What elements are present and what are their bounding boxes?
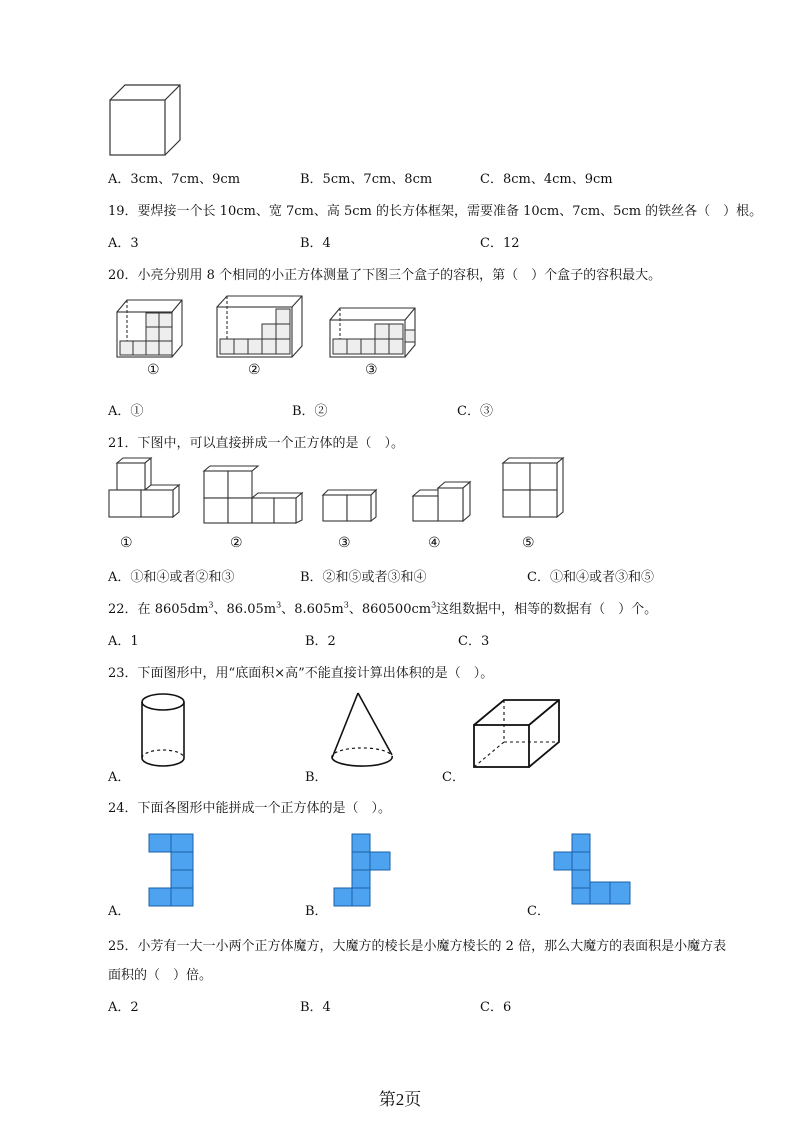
q21-label-4: ④: [428, 535, 441, 551]
q18-option-a[interactable]: A．3cm、7cm、9cm: [108, 172, 241, 187]
q22-question: 22．在 $8605dm^3$、$86.05m^3$、$8.605m^3$、$860500cm^3$这组数据中，相等的数据有（ ）个。: [108, 600, 658, 617]
q21-shape-5-figure: [500, 455, 565, 525]
q20-label-1: ①: [147, 362, 160, 378]
q24-option-a[interactable]: A．: [108, 904, 131, 919]
q24-net-c-figure: [550, 832, 640, 912]
q24-net-b-figure: [330, 832, 400, 912]
q25-question-line-1: 25．小芳有一大一小两个正方体魔方，大魔方的棱长是小魔方棱长的 2 倍，那么大魔方的表面积是小魔方表: [108, 939, 727, 954]
q21-option-b[interactable]: B．②和⑤或者③和④: [300, 570, 427, 585]
q19-option-a[interactable]: A．3: [108, 236, 139, 251]
q20-box-1-figure: [112, 292, 192, 362]
q24-net-a-figure: [145, 832, 205, 912]
q24-option-c[interactable]: C．: [527, 904, 550, 919]
q25-option-c[interactable]: C．6: [480, 1000, 512, 1015]
q21-option-c[interactable]: C．①和④或者③和⑤: [527, 570, 654, 585]
q20-box-3-figure: [325, 302, 425, 362]
q19-question: 19．要焊接一个长 10cm、宽 7cm、高 5cm 的长方体框架，需要准备 10cm、7cm、5cm 的铁丝各（ ）根。: [108, 204, 763, 219]
q23-option-c[interactable]: C．: [442, 770, 465, 785]
q20-box-2-figure: [212, 292, 312, 362]
q20-question: 20．小亮分别用 8 个相同的小正方体测量了下图三个盒子的容积，第（ ）个盒子的容积最大。: [108, 268, 662, 283]
q25-option-a[interactable]: A．2: [108, 1000, 139, 1015]
cylinder-figure: [135, 690, 195, 775]
q24-question: 24．下面各图形中能拼成一个正方体的是（ ）。: [108, 801, 392, 816]
q23-option-a[interactable]: A．: [108, 770, 131, 785]
cone-figure: [328, 690, 398, 775]
q25-option-b[interactable]: B．4: [300, 1000, 331, 1015]
q18-option-c[interactable]: C．8cm、4cm、9cm: [480, 172, 613, 187]
q21-shape-1-figure: [105, 455, 180, 525]
page-number: 第2页: [378, 1090, 422, 1109]
q21-label-2: ②: [230, 535, 243, 551]
q20-option-c[interactable]: C．③: [457, 404, 493, 419]
q21-shape-3-figure: [320, 487, 380, 527]
q20-label-2: ②: [248, 362, 261, 378]
q19-option-c[interactable]: C．12: [480, 236, 520, 251]
q24-option-b[interactable]: B．: [305, 904, 328, 919]
q23-question: 23．下面图形中，用“底面积×高”不能直接计算出体积的是（ ）。: [108, 666, 494, 681]
q19-option-b[interactable]: B．4: [300, 236, 331, 251]
q23-option-b[interactable]: B．: [305, 770, 328, 785]
cuboid-figure: [470, 695, 570, 775]
q21-option-a[interactable]: A．①和④或者②和③: [108, 570, 235, 585]
q21-label-5: ⑤: [522, 535, 535, 551]
q20-option-b[interactable]: B．②: [292, 404, 328, 419]
q21-label-3: ③: [338, 535, 351, 551]
q21-label-1: ①: [120, 535, 133, 551]
q18-cube-figure: [105, 80, 185, 160]
q22-option-b[interactable]: B．2: [305, 634, 336, 649]
q20-option-a[interactable]: A．①: [108, 404, 144, 419]
q22-option-c[interactable]: C．3: [458, 634, 490, 649]
q21-shape-4-figure: [410, 480, 475, 525]
q20-label-3: ③: [365, 362, 378, 378]
q18-option-b[interactable]: B．5cm、7cm、8cm: [300, 172, 433, 187]
q21-question: 21．下图中，可以直接拼成一个正方体的是（ ）。: [108, 436, 405, 451]
q21-shape-2-figure: [200, 465, 305, 525]
q22-option-a[interactable]: A．1: [108, 634, 139, 649]
q25-question-line-2: 面积的（ ）倍。: [108, 968, 213, 983]
